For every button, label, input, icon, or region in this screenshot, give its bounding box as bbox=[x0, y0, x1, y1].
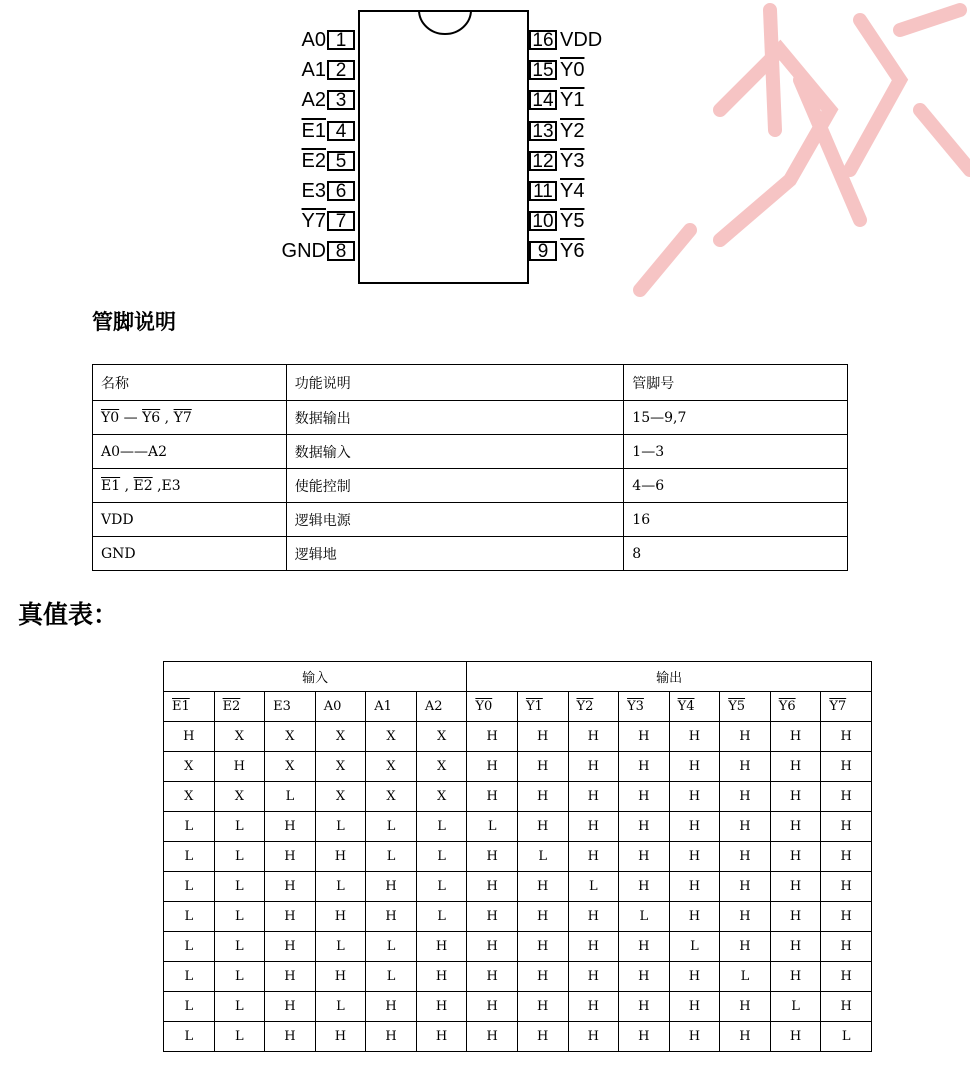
pin-number-cell: 8 bbox=[624, 537, 848, 571]
column-header-e3: E3 bbox=[265, 692, 316, 722]
pin-number-cell: 1—3 bbox=[624, 435, 848, 469]
truth-cell: X bbox=[265, 752, 316, 782]
pin-name-cell: GND bbox=[93, 537, 287, 571]
truth-cell: H bbox=[265, 842, 316, 872]
truth-cell: H bbox=[669, 902, 720, 932]
pin-number-10: 10 bbox=[529, 211, 557, 231]
truth-cell: H bbox=[265, 1022, 316, 1052]
truth-cell: X bbox=[265, 722, 316, 752]
column-header-e2: E2 bbox=[214, 692, 265, 722]
pin-number-13: 13 bbox=[529, 121, 557, 141]
truth-cell: X bbox=[315, 722, 366, 752]
pin-label-y3: Y3 bbox=[560, 149, 585, 172]
truth-cell: L bbox=[214, 992, 265, 1022]
truth-cell: H bbox=[821, 842, 872, 872]
truth-cell: H bbox=[265, 992, 316, 1022]
truth-cell: H bbox=[720, 812, 771, 842]
truth-cell: H bbox=[770, 782, 821, 812]
truth-cell: H bbox=[265, 962, 316, 992]
column-header-y4: Y4 bbox=[669, 692, 720, 722]
truth-cell: H bbox=[467, 992, 518, 1022]
truth-cell: H bbox=[770, 872, 821, 902]
truth-cell: H bbox=[619, 842, 670, 872]
pin-name-cell: VDD bbox=[93, 503, 287, 537]
truth-cell: L bbox=[366, 812, 417, 842]
truth-cell: H bbox=[568, 1022, 619, 1052]
truth-cell: H bbox=[568, 962, 619, 992]
pin-label-a2: A2 bbox=[301, 89, 326, 112]
truth-cell: L bbox=[164, 962, 215, 992]
truth-cell: H bbox=[720, 992, 771, 1022]
truth-cell: L bbox=[416, 872, 467, 902]
truth-cell: L bbox=[164, 1022, 215, 1052]
truth-cell: X bbox=[416, 782, 467, 812]
pin-number-3: 3 bbox=[327, 90, 355, 110]
truth-table-row bbox=[164, 722, 872, 752]
pin-number-6: 6 bbox=[327, 181, 355, 201]
pin-table-row bbox=[93, 537, 848, 571]
truth-cell: L bbox=[214, 842, 265, 872]
truth-cell: H bbox=[517, 902, 568, 932]
truth-table-row bbox=[164, 782, 872, 812]
truth-cell: L bbox=[164, 932, 215, 962]
truth-cell: L bbox=[770, 992, 821, 1022]
truth-table bbox=[163, 661, 872, 1052]
pin-number-8: 8 bbox=[327, 241, 355, 261]
truth-cell: H bbox=[619, 992, 670, 1022]
truth-cell: H bbox=[720, 932, 771, 962]
truth-cell: H bbox=[265, 902, 316, 932]
truth-cell: H bbox=[416, 962, 467, 992]
pin-number-1: 1 bbox=[327, 30, 355, 50]
truth-cell: H bbox=[720, 722, 771, 752]
truth-cell: H bbox=[619, 1022, 670, 1052]
truth-cell: L bbox=[164, 812, 215, 842]
pin-function-cell: 数据输出 bbox=[286, 401, 624, 435]
truth-cell: H bbox=[315, 842, 366, 872]
truth-cell: L bbox=[214, 902, 265, 932]
truth-cell: X bbox=[366, 722, 417, 752]
truth-cell: L bbox=[164, 872, 215, 902]
truth-cell: L bbox=[416, 902, 467, 932]
truth-cell: X bbox=[416, 752, 467, 782]
column-header-y3: Y3 bbox=[619, 692, 670, 722]
pin-label-y6: Y6 bbox=[560, 240, 585, 263]
truth-cell: H bbox=[568, 992, 619, 1022]
truth-table-row bbox=[164, 812, 872, 842]
truth-cell: H bbox=[517, 962, 568, 992]
truth-cell: H bbox=[770, 962, 821, 992]
truth-cell: H bbox=[720, 752, 771, 782]
pin-number-4: 4 bbox=[327, 121, 355, 141]
pin-label-y4: Y4 bbox=[560, 180, 585, 202]
pin-function-cell: 逻辑地 bbox=[286, 537, 624, 571]
truth-cell: H bbox=[214, 752, 265, 782]
input-group-header: 输入 bbox=[164, 662, 467, 692]
truth-cell: L bbox=[416, 812, 467, 842]
truth-cell: H bbox=[265, 932, 316, 962]
truth-cell: L bbox=[214, 872, 265, 902]
pin-section-title: 管脚说明 bbox=[92, 310, 176, 334]
pin-description-table bbox=[92, 364, 848, 571]
truth-column-header-row bbox=[164, 692, 872, 722]
truth-cell: H bbox=[619, 932, 670, 962]
truth-cell: X bbox=[164, 782, 215, 812]
truth-cell: H bbox=[467, 872, 518, 902]
truth-cell: L bbox=[214, 962, 265, 992]
header-name: 名称 bbox=[93, 365, 287, 401]
truth-cell: L bbox=[164, 902, 215, 932]
truth-cell: H bbox=[770, 902, 821, 932]
pin-table-row bbox=[93, 469, 848, 503]
truth-cell: H bbox=[517, 992, 568, 1022]
truth-cell: H bbox=[366, 1022, 417, 1052]
truth-cell: L bbox=[568, 872, 619, 902]
truth-cell: H bbox=[315, 962, 366, 992]
pin-label-e2: E2 bbox=[301, 149, 326, 172]
truth-cell: H bbox=[315, 1022, 366, 1052]
pin-label-e3: E3 bbox=[301, 180, 326, 202]
truth-cell: L bbox=[315, 932, 366, 962]
truth-cell: H bbox=[770, 842, 821, 872]
truth-cell: X bbox=[366, 752, 417, 782]
truth-cell: H bbox=[265, 872, 316, 902]
column-header-a1: A1 bbox=[366, 692, 417, 722]
pin-number-5: 5 bbox=[327, 151, 355, 171]
column-header-y5: Y5 bbox=[720, 692, 771, 722]
pin-label-gnd: GND bbox=[281, 240, 326, 263]
pin-number-9: 9 bbox=[529, 241, 557, 261]
truth-cell: H bbox=[568, 902, 619, 932]
truth-table-row bbox=[164, 992, 872, 1022]
chip-pinout-diagram bbox=[0, 0, 970, 300]
truth-group-row bbox=[164, 662, 872, 692]
truth-cell: H bbox=[619, 722, 670, 752]
truth-cell: L bbox=[366, 932, 417, 962]
truth-cell: H bbox=[720, 782, 771, 812]
truth-cell: H bbox=[720, 902, 771, 932]
column-header-a2: A2 bbox=[416, 692, 467, 722]
truth-cell: H bbox=[619, 962, 670, 992]
pin-label-a0: A0 bbox=[301, 29, 326, 51]
truth-cell: L bbox=[669, 932, 720, 962]
pin-number-2: 2 bbox=[327, 60, 355, 80]
pin-label-vdd: VDD bbox=[560, 29, 603, 51]
truth-cell: H bbox=[669, 1022, 720, 1052]
truth-cell: H bbox=[669, 962, 720, 992]
column-header-y0: Y0 bbox=[467, 692, 518, 722]
truth-cell: H bbox=[568, 842, 619, 872]
truth-cell: H bbox=[669, 842, 720, 872]
truth-cell: H bbox=[366, 902, 417, 932]
truth-cell: H bbox=[770, 812, 821, 842]
truth-cell: H bbox=[315, 902, 366, 932]
pin-number-15: 15 bbox=[529, 60, 557, 80]
truth-cell: H bbox=[366, 872, 417, 902]
truth-cell: X bbox=[416, 722, 467, 752]
truth-cell: H bbox=[770, 752, 821, 782]
truth-cell: H bbox=[821, 782, 872, 812]
truth-cell: H bbox=[568, 722, 619, 752]
truth-cell: X bbox=[214, 782, 265, 812]
truth-table-row bbox=[164, 932, 872, 962]
pin-label-a1: A1 bbox=[301, 59, 326, 82]
pin-name-cell: E1 , E2 ,E3 bbox=[93, 469, 287, 503]
truth-cell: H bbox=[164, 722, 215, 752]
pin-name-cell: Y0 — Y6 , Y7 bbox=[93, 401, 287, 435]
chip-notch-icon bbox=[415, 10, 475, 36]
truth-cell: L bbox=[416, 842, 467, 872]
truth-table-row bbox=[164, 752, 872, 782]
column-header-y1: Y1 bbox=[517, 692, 568, 722]
output-group-header: 输出 bbox=[467, 662, 872, 692]
truth-cell: L bbox=[720, 962, 771, 992]
chip-body bbox=[358, 10, 529, 284]
column-header-a0: A0 bbox=[315, 692, 366, 722]
truth-cell: H bbox=[517, 1022, 568, 1052]
truth-cell: L bbox=[366, 842, 417, 872]
truth-table-row bbox=[164, 962, 872, 992]
truth-cell: H bbox=[416, 932, 467, 962]
truth-cell: L bbox=[214, 812, 265, 842]
truth-cell: H bbox=[669, 752, 720, 782]
truth-cell: H bbox=[568, 752, 619, 782]
truth-cell: H bbox=[568, 782, 619, 812]
truth-cell: H bbox=[416, 992, 467, 1022]
truth-cell: H bbox=[568, 932, 619, 962]
truth-cell: H bbox=[821, 872, 872, 902]
truth-cell: L bbox=[315, 872, 366, 902]
truth-cell: H bbox=[517, 752, 568, 782]
pin-number-cell: 16 bbox=[624, 503, 848, 537]
truth-cell: H bbox=[517, 722, 568, 752]
truth-cell: H bbox=[517, 782, 568, 812]
truth-cell: X bbox=[366, 782, 417, 812]
pin-label-y2: Y2 bbox=[560, 119, 585, 142]
truth-cell: L bbox=[467, 812, 518, 842]
truth-cell: H bbox=[265, 812, 316, 842]
pin-table-row bbox=[93, 435, 848, 469]
column-header-y7: Y7 bbox=[821, 692, 872, 722]
pin-number-16: 16 bbox=[529, 30, 557, 50]
truth-cell: H bbox=[770, 932, 821, 962]
truth-cell: H bbox=[619, 782, 670, 812]
header-pin-number: 管脚号 bbox=[624, 365, 848, 401]
truth-cell: H bbox=[720, 872, 771, 902]
truth-cell: H bbox=[467, 842, 518, 872]
truth-table-row bbox=[164, 872, 872, 902]
truth-cell: L bbox=[214, 1022, 265, 1052]
truth-table-row bbox=[164, 842, 872, 872]
truth-cell: H bbox=[821, 752, 872, 782]
truth-cell: L bbox=[366, 962, 417, 992]
pin-table-row bbox=[93, 401, 848, 435]
truth-cell: H bbox=[366, 992, 417, 1022]
pin-function-cell: 使能控制 bbox=[286, 469, 624, 503]
truth-table-row bbox=[164, 902, 872, 932]
pin-number-11: 11 bbox=[529, 181, 557, 201]
pin-number-14: 14 bbox=[529, 90, 557, 110]
truth-cell: H bbox=[821, 932, 872, 962]
pin-number-cell: 15—9,7 bbox=[624, 401, 848, 435]
truth-cell: X bbox=[164, 752, 215, 782]
truth-cell: H bbox=[517, 872, 568, 902]
truth-cell: H bbox=[568, 812, 619, 842]
truth-cell: H bbox=[770, 1022, 821, 1052]
truth-cell: L bbox=[265, 782, 316, 812]
pin-label-e1: E1 bbox=[301, 119, 326, 142]
truth-cell: L bbox=[315, 812, 366, 842]
truth-cell: H bbox=[821, 722, 872, 752]
truth-cell: H bbox=[467, 1022, 518, 1052]
truth-cell: H bbox=[467, 722, 518, 752]
truth-cell: L bbox=[517, 842, 568, 872]
truth-cell: H bbox=[467, 782, 518, 812]
column-header-e1: E1 bbox=[164, 692, 215, 722]
truth-cell: H bbox=[669, 992, 720, 1022]
pin-number-12: 12 bbox=[529, 151, 557, 171]
truth-cell: H bbox=[416, 1022, 467, 1052]
truth-cell: H bbox=[669, 812, 720, 842]
truth-cell: H bbox=[517, 932, 568, 962]
pin-table-header-row bbox=[93, 365, 848, 401]
truth-cell: L bbox=[164, 992, 215, 1022]
truth-cell: H bbox=[467, 932, 518, 962]
truth-cell: H bbox=[720, 842, 771, 872]
truth-cell: H bbox=[770, 722, 821, 752]
truth-cell: H bbox=[821, 812, 872, 842]
pin-name-cell: A0——A2 bbox=[93, 435, 287, 469]
truth-cell: X bbox=[315, 752, 366, 782]
truth-cell: H bbox=[619, 812, 670, 842]
pin-number-cell: 4—6 bbox=[624, 469, 848, 503]
truth-cell: H bbox=[467, 962, 518, 992]
truth-cell: H bbox=[619, 752, 670, 782]
truth-cell: L bbox=[164, 842, 215, 872]
truth-cell: L bbox=[315, 992, 366, 1022]
pin-table-row bbox=[93, 503, 848, 537]
truth-cell: L bbox=[619, 902, 670, 932]
truth-cell: H bbox=[467, 752, 518, 782]
pin-label-y1: Y1 bbox=[560, 89, 585, 112]
truth-cell: L bbox=[821, 1022, 872, 1052]
truth-cell: H bbox=[821, 992, 872, 1022]
truth-cell: H bbox=[517, 812, 568, 842]
pin-number-7: 7 bbox=[327, 211, 355, 231]
truth-table-row bbox=[164, 1022, 872, 1052]
truth-cell: H bbox=[821, 902, 872, 932]
truth-cell: L bbox=[214, 932, 265, 962]
truth-cell: X bbox=[214, 722, 265, 752]
truth-cell: H bbox=[821, 962, 872, 992]
pin-label-y7: Y7 bbox=[301, 210, 326, 233]
column-header-y6: Y6 bbox=[770, 692, 821, 722]
truth-cell: H bbox=[467, 902, 518, 932]
truth-cell: H bbox=[669, 782, 720, 812]
column-header-y2: Y2 bbox=[568, 692, 619, 722]
pin-label-y0: Y0 bbox=[560, 59, 585, 82]
truth-cell: H bbox=[619, 872, 670, 902]
pin-label-y5: Y5 bbox=[560, 210, 585, 233]
pin-function-cell: 数据输入 bbox=[286, 435, 624, 469]
truth-cell: H bbox=[720, 1022, 771, 1052]
truth-cell: H bbox=[669, 722, 720, 752]
truth-cell: X bbox=[315, 782, 366, 812]
header-function: 功能说明 bbox=[286, 365, 624, 401]
pin-function-cell: 逻辑电源 bbox=[286, 503, 624, 537]
truth-section-title: 真值表： bbox=[18, 600, 119, 629]
truth-cell: H bbox=[669, 872, 720, 902]
